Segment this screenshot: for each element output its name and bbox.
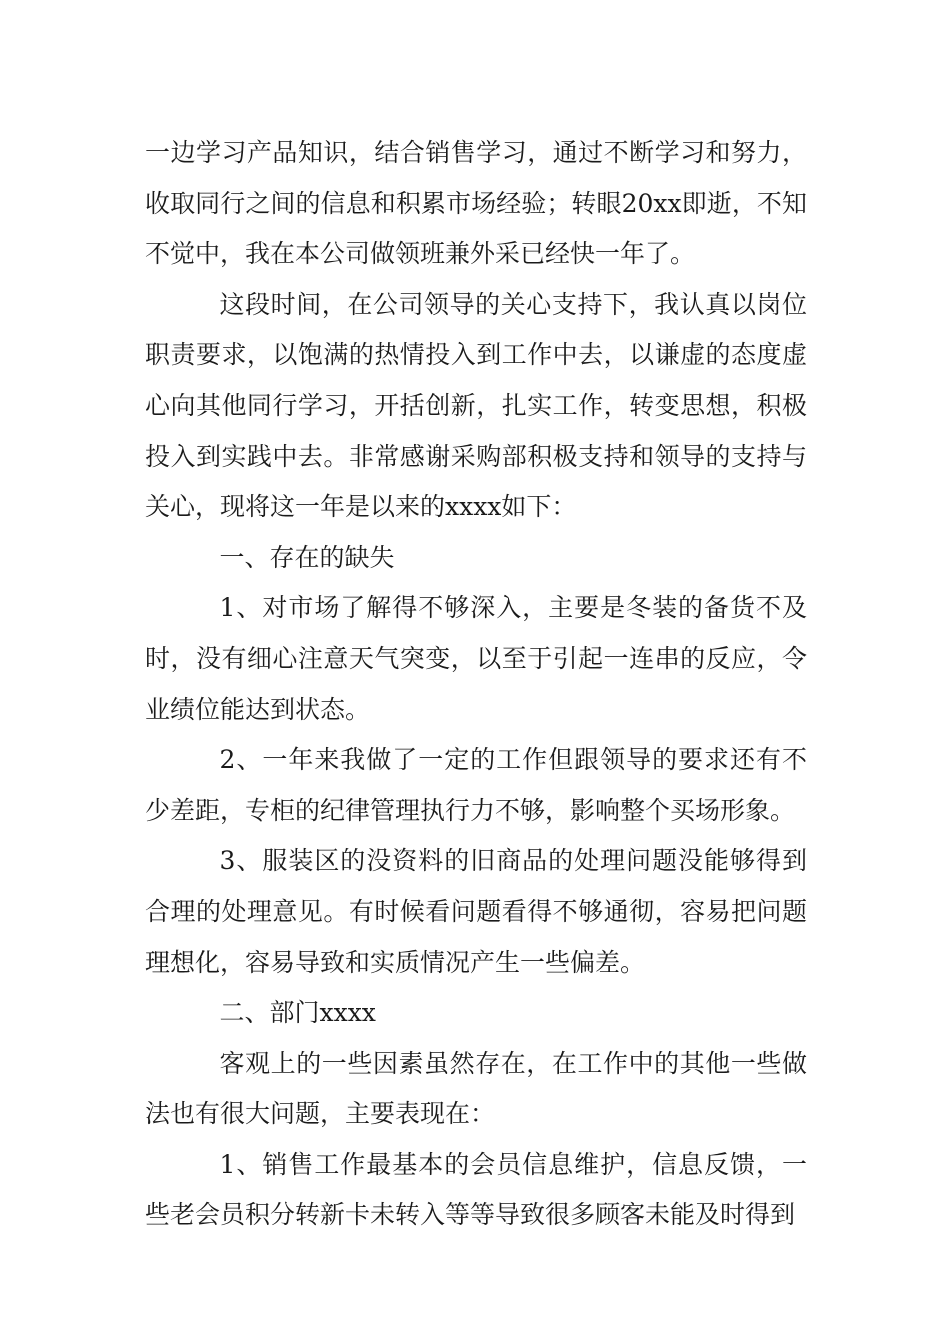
list-item-market: 1、对市场了解得不够深入，主要是冬装的备货不及时，没有细心注意天气突变，以至于引起一连串的反应，令业绩位能达到状态。 [145, 593, 807, 724]
list-item-member-info: 1、销售工作最基本的会员信息维护，信息反馈，一些老会员积分转新卡未转入等等导致很多顾客未能及时得到 [145, 1149, 807, 1230]
paragraph-problems: 客观上的一些因素虽然存在，在工作中的其他一些做法也有很大问题，主要表现在： [145, 1048, 807, 1129]
paragraph-intro: 这段时间，在公司领导的关心支持下，我认真以岗位职责要求，以饱满的热情投入到工作中去，以谦虚的态度虚心向其他同行学习，开括创新，扎实工作，转变思想，积极投入到实践中去。非常感谢采购部积极支持和领导的支持与关心，现将这一年是以来的xxxx如下： [145, 289, 807, 522]
document-body [145, 128, 807, 1241]
list-item-discipline: 2、一年来我做了一定的工作但跟领导的要求还有不少差距，专柜的纪律管理执行力不够，影响整个买场形象。 [145, 745, 807, 825]
list-item-old-goods: 3、服装区的没资料的旧商品的处理问题没能够得到合理的处理意见。有时候看问题看得不够通彻，容易把问题理想化，容易导致和实质情况产生一些偏差。 [145, 846, 807, 977]
section-heading-shortcomings: 一、存在的缺失 [219, 542, 395, 572]
section-heading-department: 二、部门xxxx [219, 998, 376, 1028]
paragraph-continuation: 一边学习产品知识，结合销售学习，通过不断学习和努力，收取同行之间的信息和积累市场经验；转眼20xx即逝，不知不觉中，我在本公司做领班兼外采已经快一年了。 [145, 138, 807, 269]
